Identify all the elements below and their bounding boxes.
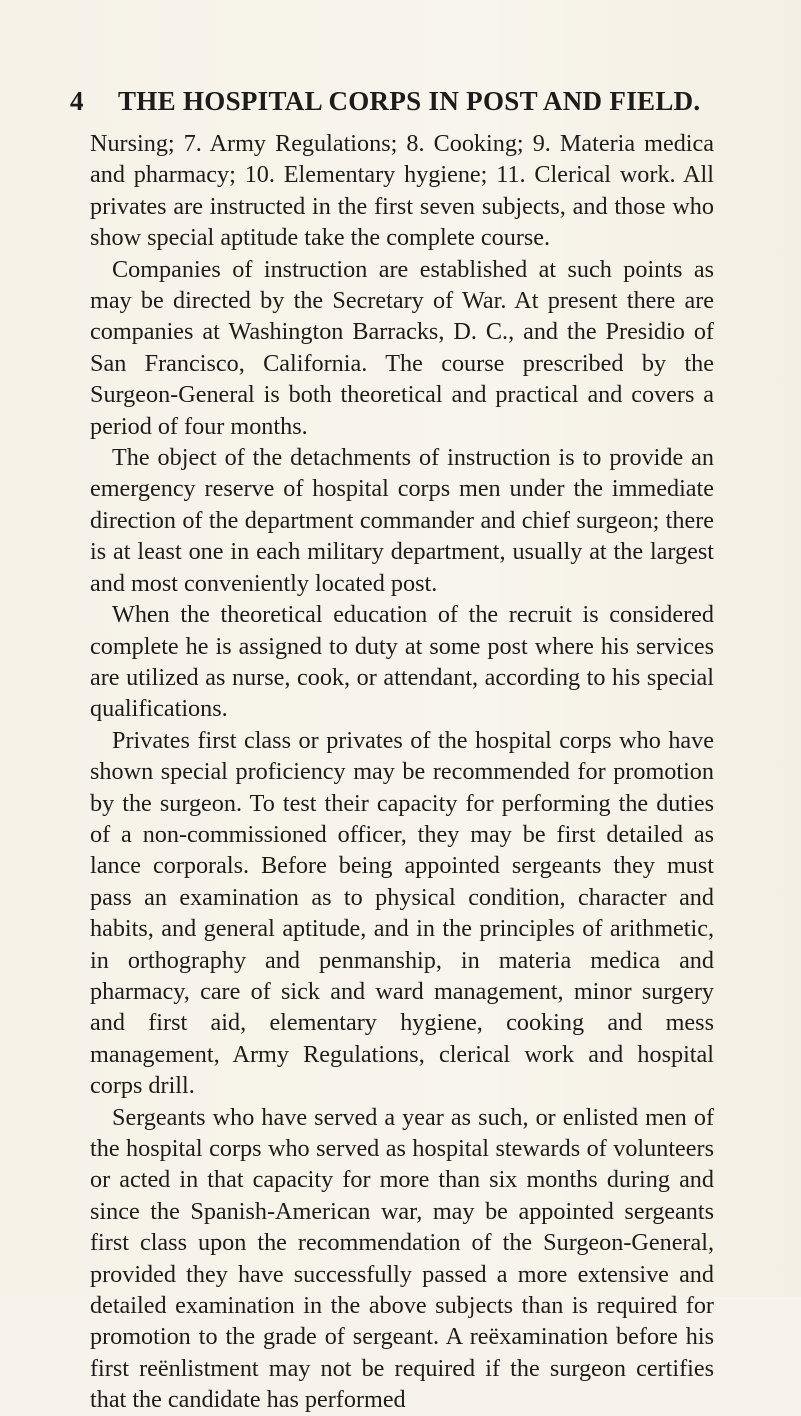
paragraph-promotion-privates: Privates first class or privates of the hospital corps who have shown special proficiency may be recommended for promotion by the surgeon. To test their capacity for performing the duties of a non-commissioned officer, they may be first detailed as lance corporals. Before being appointed sergeants they must pass an examination as to physical condition, character and habits, and general aptitude, and in the principles of arithmetic, in orthography and penmanship, in materia medica and pharmacy, care of sick and ward management, minor surgery and first aid, elementary hygiene, cooking and mess management, Army Regulations, clerical work and hospital corps drill. xyxy=(90,726,714,1100)
running-title: THE HOSPITAL CORPS IN POST AND FIELD. xyxy=(118,85,701,116)
paragraph-sergeants-first-class: Sergeants who have served a year as such, or enlisted men of the hospital corps who served as hospital stewards of volunteers or acted in that capacity for more than six months during and since the Spanish-American war, may be appointed sergeants first class upon the recommendation of the Surgeon-General, provided they have successfully passed a more extensive and detailed examination in the above subjects than is required for promotion to the grade of sergeant. A reëxamination before his first reënlistment may not be required if the surgeon certifies that the candidate has performed xyxy=(90,1103,714,1414)
paragraph-recruit-assignment: When the theoretical education of the recruit is considered complete he is assigned to duty at some post where his services are utilized as nurse, cook, or attendant, according to his special qualifications. xyxy=(90,601,714,723)
paragraph-course-subjects: Nursing; 7. Army Regulations; 8. Cooking; 9. Materia medica and pharmacy; 10. Elementary hygiene; 11. Clerical work. All privates are instructed in the first seven subjects, and those who show special aptitude take the complete course. xyxy=(90,130,714,252)
page-header xyxy=(70,84,720,118)
body-text xyxy=(90,128,714,1416)
page-number: 4 xyxy=(70,85,84,116)
paragraph-companies-of-instruction: Companies of instruction are established at such points as may be directed by the Secretary of War. At present there are companies at Washington Barracks, D. C., and the Presidio of San Francisco, California. The course prescribed by the Surgeon-General is both theoretical and practical and covers a period of four months. xyxy=(90,255,714,440)
paragraph-detachments-object: The object of the detachments of instruction is to provide an emergency reserve of hospital corps men under the immediate direction of the department commander and chief surgeon; there is at least one in each military department, usually at the largest and most conveniently located post. xyxy=(90,444,714,597)
